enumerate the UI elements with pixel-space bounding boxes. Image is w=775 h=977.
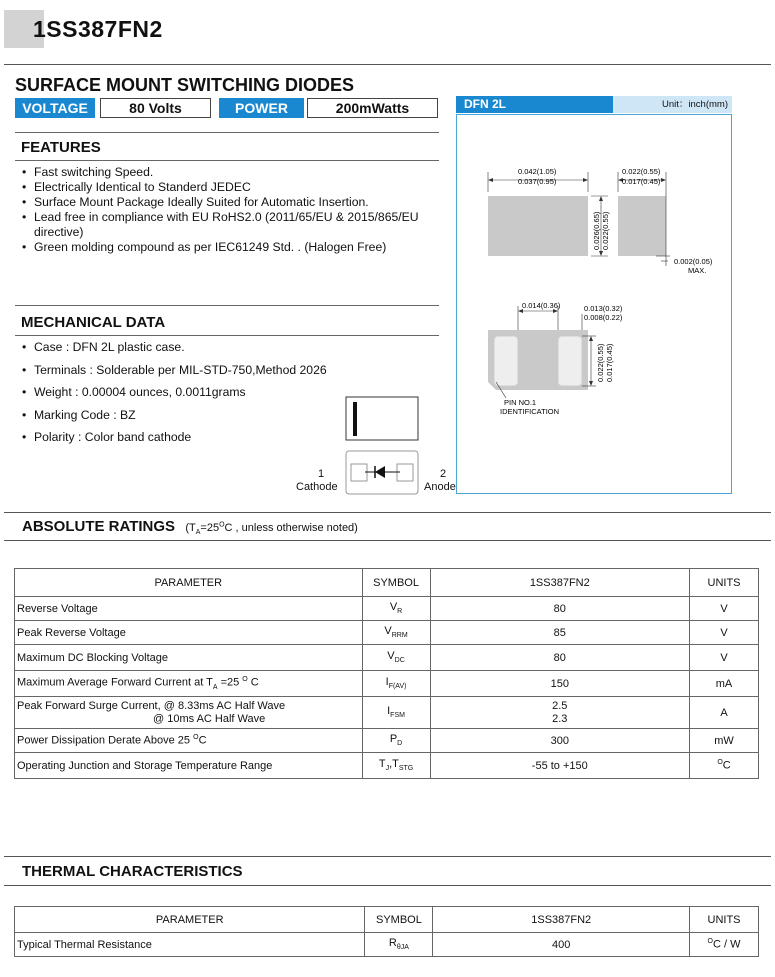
dim-pad-height-min: 0.017(0.45) bbox=[605, 343, 614, 382]
table-row bbox=[15, 697, 759, 729]
feature-item: • Fast switching Speed. bbox=[22, 165, 442, 180]
feature-item: • Green molding compound as per IEC61249 Std. . (Halogen Free) bbox=[22, 240, 442, 255]
cell-param: Peak Forward Surge Current, @ 8.33ms AC Half Wave @ 10ms AC Half Wave bbox=[15, 697, 363, 729]
marking-illustration bbox=[345, 396, 420, 496]
cell-unit: mA bbox=[690, 671, 759, 697]
table-row bbox=[15, 729, 759, 753]
header-part: 1SS387FN2 bbox=[430, 569, 690, 597]
mechanical-item: • Weight : 0.00004 ounces, 0.0011grams bbox=[22, 385, 352, 400]
part-number-title: 1SS387FN2 bbox=[33, 16, 163, 42]
header-symbol: SYMBOL bbox=[365, 907, 433, 933]
header-parameter: PARAMETER bbox=[15, 569, 363, 597]
mechanical-bottom-rule bbox=[15, 335, 439, 336]
package-body-top bbox=[488, 196, 588, 256]
package-drawing bbox=[456, 114, 732, 494]
absolute-top-rule bbox=[4, 512, 771, 513]
table-row bbox=[15, 597, 759, 621]
dim-pad-gap-max: 0.013(0.32) bbox=[584, 304, 623, 313]
mechanical-item: • Terminals : Solderable per MIL-STD-750,Method 2026 bbox=[22, 363, 352, 378]
cell-value: 150 bbox=[430, 671, 690, 697]
cell-param: Operating Junction and Storage Temperature Range bbox=[15, 753, 363, 779]
cell-value: 2.5 2.3 bbox=[430, 697, 690, 729]
mechanical-heading: MECHANICAL DATA bbox=[21, 314, 166, 331]
dim-lead-max: 0.002(0.05) bbox=[674, 257, 713, 266]
cell-symbol: $T_J,T_{STG}$ bbox=[362, 753, 430, 779]
table-header-row bbox=[15, 569, 759, 597]
header-units: UNITS bbox=[690, 907, 759, 933]
power-value-badge: 200mWatts bbox=[307, 98, 438, 118]
mechanical-item: • Marking Code : BZ bbox=[22, 408, 352, 423]
bottom-pad-left bbox=[351, 464, 367, 481]
feature-item: • Electrically Identical to Standerd JEDEC bbox=[22, 180, 442, 195]
thermal-top-rule bbox=[4, 856, 771, 857]
cell-value: 400 bbox=[433, 933, 690, 957]
cell-symbol: $V_{DC}$ bbox=[362, 645, 430, 671]
table-header-row bbox=[15, 907, 759, 933]
bottom-pad-cathode bbox=[494, 336, 518, 386]
features-list bbox=[22, 165, 442, 255]
features-heading: FEATURES bbox=[21, 139, 101, 156]
cell-symbol: $R_{\theta JA}$ bbox=[365, 933, 433, 957]
mechanical-item: • Polarity : Color band cathode bbox=[22, 430, 352, 445]
cell-unit: A bbox=[690, 697, 759, 729]
dim-thick-max: 0.022(0.55) bbox=[622, 167, 661, 176]
pin1-id-label-2: IDENTIFICATION bbox=[500, 407, 560, 416]
table-row bbox=[15, 753, 759, 779]
cell-unit: V bbox=[690, 597, 759, 621]
feature-item: • Lead free in compliance with EU RoHS2.0 (2011/65/EU & 2015/865/EU directive) bbox=[22, 210, 442, 240]
dim-pad-width: 0.014(0.36) bbox=[522, 301, 561, 310]
pin2-number: 2 bbox=[440, 468, 447, 480]
dim-width-max: 0.042(1.05) bbox=[518, 167, 557, 176]
package-body-side bbox=[618, 196, 666, 256]
features-bottom-rule bbox=[15, 160, 439, 161]
cell-unit: $^O$C / W bbox=[690, 933, 759, 957]
power-label-badge: POWER bbox=[219, 98, 304, 118]
cell-value: 85 bbox=[430, 621, 690, 645]
dim-height-max: 0.026(0.65) bbox=[592, 211, 601, 250]
dim-lead-max-label: MAX. bbox=[688, 266, 707, 275]
table-row bbox=[15, 645, 759, 671]
cell-symbol: $V_R$ bbox=[362, 597, 430, 621]
cell-symbol: $P_D$ bbox=[362, 729, 430, 753]
bottom-pad-anode bbox=[558, 336, 582, 386]
dim-width-min: 0.037(0.95) bbox=[518, 177, 557, 186]
cell-unit: V bbox=[690, 621, 759, 645]
cell-value: 80 bbox=[430, 645, 690, 671]
feature-item: • Surface Mount Package Ideally Suited for Automatic Insertion. bbox=[22, 195, 442, 210]
features-top-rule bbox=[15, 132, 439, 133]
cell-unit: V bbox=[690, 645, 759, 671]
pin1-id-label: PIN NO.1 bbox=[504, 398, 537, 407]
table-row bbox=[15, 621, 759, 645]
header-units: UNITS bbox=[690, 569, 759, 597]
cell-param: Typical Thermal Resistance bbox=[15, 933, 365, 957]
header-parameter: PARAMETER bbox=[15, 907, 365, 933]
voltage-value-badge: 80 Volts bbox=[100, 98, 211, 118]
mechanical-list bbox=[22, 340, 352, 453]
cell-symbol: $I_{FSM}$ bbox=[362, 697, 430, 729]
dim-height-min: 0.022(0.55) bbox=[601, 211, 610, 250]
thermal-bottom-rule bbox=[4, 885, 771, 886]
cell-unit: $^O$C bbox=[690, 753, 759, 779]
cell-param: Reverse Voltage bbox=[15, 597, 363, 621]
cell-param: Maximum DC Blocking Voltage bbox=[15, 645, 363, 671]
dim-thick-min: 0.017(0.45) bbox=[622, 177, 661, 186]
header-part: 1SS387FN2 bbox=[433, 907, 690, 933]
pin2-name: Anode bbox=[424, 481, 456, 493]
thermal-heading: THERMAL CHARACTERISTICS bbox=[22, 863, 243, 880]
dim-pad-height-max: 0.022(0.55) bbox=[596, 343, 605, 382]
mechanical-item: • Case : DFN 2L plastic case. bbox=[22, 340, 352, 355]
package-unit: Unit：inch(mm) bbox=[613, 96, 732, 113]
voltage-label-badge: VOLTAGE bbox=[15, 98, 95, 118]
cell-value: 80 bbox=[430, 597, 690, 621]
cell-symbol: $I_{F(AV)}$ bbox=[362, 671, 430, 697]
header-symbol: SYMBOL bbox=[362, 569, 430, 597]
main-heading: SURFACE MOUNT SWITCHING DIODES bbox=[15, 75, 355, 95]
pin1-number: 1 bbox=[318, 468, 325, 480]
thermal-table bbox=[14, 906, 759, 957]
title-divider bbox=[4, 64, 771, 65]
cell-unit: mW bbox=[690, 729, 759, 753]
cell-param: Power Dissipation Derate Above 25 $^O$C bbox=[15, 729, 363, 753]
mechanical-top-rule bbox=[15, 305, 439, 306]
absolute-heading-text: ABSOLUTE RATINGS bbox=[22, 518, 176, 535]
cell-symbol: $V_{RRM}$ bbox=[362, 621, 430, 645]
table-row bbox=[15, 671, 759, 697]
table-row bbox=[15, 933, 759, 957]
absolute-bottom-rule bbox=[4, 540, 771, 541]
absolute-ratings-table bbox=[14, 568, 759, 779]
cathode-band bbox=[353, 402, 357, 436]
dim-pad-gap-min: 0.008(0.22) bbox=[584, 313, 623, 322]
absolute-note: ($T_A=25^OC$ , unless otherwise noted) bbox=[185, 521, 358, 537]
package-name: DFN 2L bbox=[456, 96, 613, 113]
cell-value: 300 bbox=[430, 729, 690, 753]
cell-param: Peak Reverse Voltage bbox=[15, 621, 363, 645]
cell-value: -55 to +150 bbox=[430, 753, 690, 779]
cell-param: Maximum Average Forward Current at $T_A =25$ $^O$ C bbox=[15, 671, 363, 697]
absolute-heading bbox=[22, 518, 358, 536]
pin1-name: Cathode bbox=[296, 481, 338, 493]
